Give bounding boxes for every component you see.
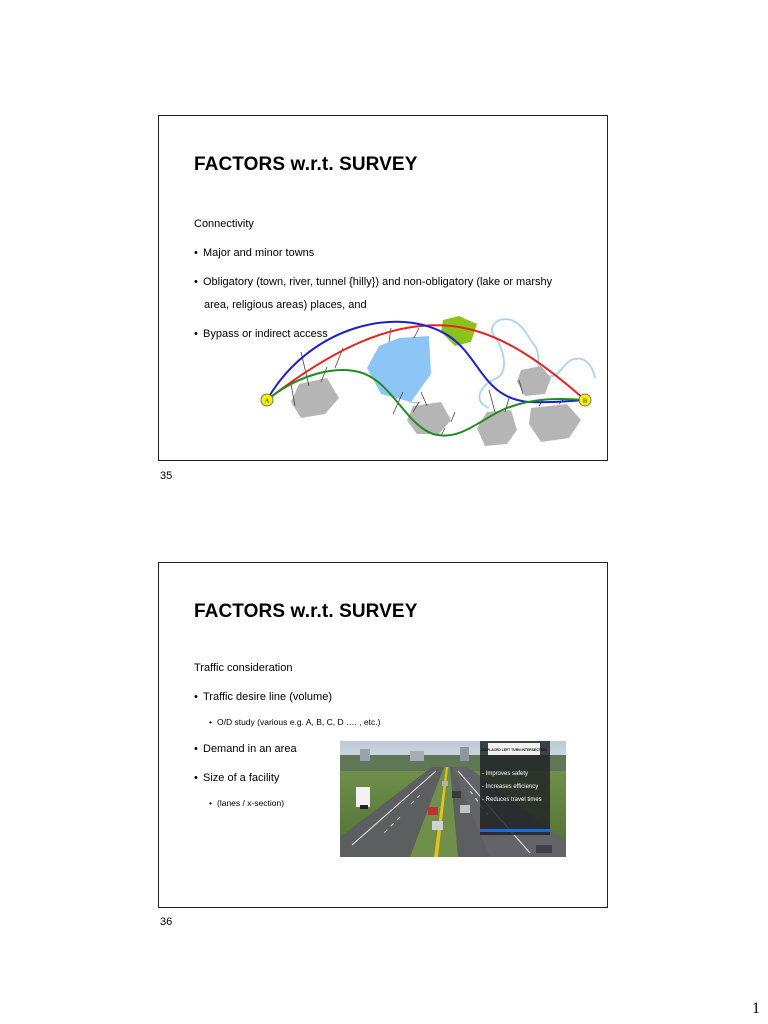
bullet-continuation: area, religious areas) places, and [204, 299, 367, 311]
route-diagram [159, 116, 608, 461]
slide-subtitle: Connectivity [194, 218, 254, 230]
bullet-item: • Obligatory (town, river, tunnel {hilly}) and non-obligatory (lake or marshy [194, 276, 553, 288]
bullet-item: • Size of a facility [194, 772, 280, 784]
town-shape [477, 410, 517, 446]
slide-title: FACTORS w.r.t. SURVEY [194, 601, 418, 622]
endpoint-b-label: B [582, 397, 588, 405]
bullet-dot-icon: • [209, 798, 212, 808]
endpoint-a-label: A [264, 397, 270, 405]
sign-line: - Increases efficiency [482, 784, 539, 790]
sign-line: - Reduces travel times [482, 797, 542, 803]
sign-line: - Improves safety [482, 771, 529, 777]
bullet-dot-icon: • [194, 691, 198, 703]
bullet-item: • Traffic desire line (volume) [194, 691, 332, 703]
slide-36 [158, 562, 608, 908]
slide-subtitle: Traffic consideration [194, 662, 293, 674]
town-shape [529, 404, 581, 442]
slide-number: 36 [160, 916, 173, 928]
sub-bullet-item: • O/D study (various e.g. A, B, C, D …. , etc.) [209, 715, 380, 730]
bullet-dot-icon: • [194, 328, 198, 340]
bullet-dot-icon: • [194, 247, 198, 259]
park-shape [441, 316, 477, 346]
bullet-dot-icon: • [209, 717, 212, 727]
sub-bullet-item: • (lanes / x-section) [209, 796, 284, 811]
sign-title: DISPLACED LEFT TURN INTERSECTION [481, 748, 547, 752]
bullet-item: • Major and minor towns [194, 247, 315, 259]
road-photo [340, 741, 566, 857]
bullet-item: • Bypass or indirect access [194, 328, 328, 340]
bullet-dot-icon: • [194, 276, 198, 288]
slide-35 [158, 115, 608, 461]
town-shape [291, 378, 339, 418]
bullet-dot-icon: • [194, 772, 198, 784]
bullet-dot-icon: • [194, 743, 198, 755]
slide-title: FACTORS w.r.t. SURVEY [194, 154, 418, 175]
slide-number: 35 [160, 470, 173, 482]
page-number: 1 [752, 1000, 760, 1017]
bullet-item: • Demand in an area [194, 743, 297, 755]
